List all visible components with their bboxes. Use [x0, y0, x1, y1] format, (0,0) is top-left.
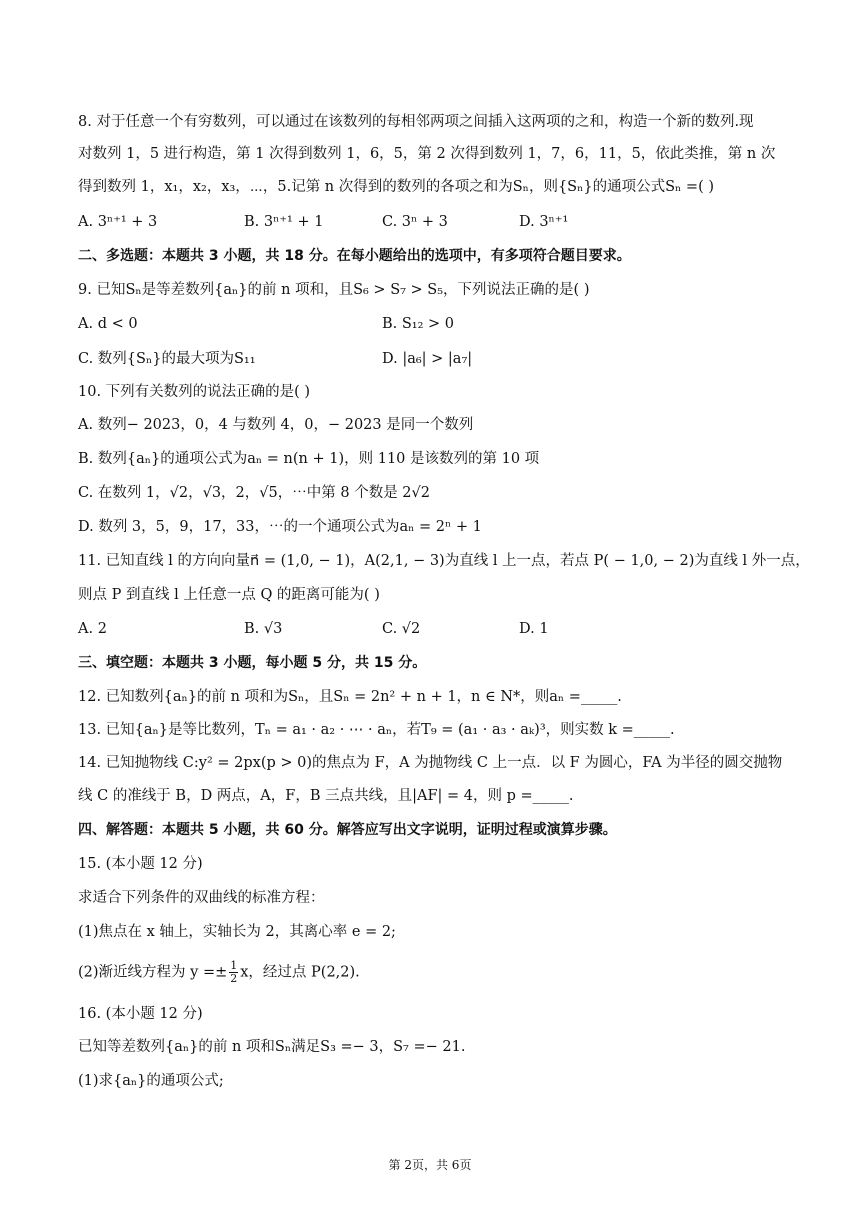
q11-option-d: D. 1 [519, 621, 549, 637]
page-footer: 第 2页，共 6页 [388, 1158, 472, 1172]
q11-line2: 则点 P 到直线 l 上任意一点 Q 的距离可能为( ) [78, 587, 380, 603]
q15-part1: (1)焦点在 x 轴上，实轴长为 2，其离心率 e = 2; [78, 924, 396, 940]
q8-option-a: A. 3ⁿ⁺¹ + 3 [78, 214, 158, 230]
q9-option-d: D. |a₆| > |a₇| [382, 351, 473, 367]
q8-line2: 对数列 1，5 进行构造，第 1 次得到数列 1，6，5，第 2 次得到数列 1，7，6，11，5，依此类推，第 n 次 [78, 146, 776, 162]
q8-line3: 得到数列 1，x₁，x₂，x₃，⋯，5.记第 n 次得到的数列的各项之和为Sₙ，则{Sₙ}的通项公式Sₙ =( ) [78, 179, 714, 195]
q16-part1: (1)求{aₙ}的通项公式; [78, 1073, 224, 1089]
q15-title: 15. (本小题 12 分) [78, 856, 203, 872]
q16-stem: 已知等差数列{aₙ}的前 n 项和Sₙ满足S₃ =− 3，S₇ =− 21. [78, 1039, 466, 1055]
q11-option-b: B. √3 [244, 621, 283, 637]
q15-part2-suffix: x，经过点 P(2,2). [240, 964, 360, 981]
q16-title: 16. (本小题 12 分) [78, 1006, 203, 1022]
q15-part2 [78, 960, 360, 985]
q14-line1: 14. 已知抛物线 C:y² = 2px(p > 0)的焦点为 F，A 为抛物线 C 上一点．以 F 为圆心，FA 为半径的圆交抛物 [78, 755, 783, 771]
q8-option-b: B. 3ⁿ⁺¹ + 1 [244, 214, 324, 230]
q9-option-c: C. 数列{Sₙ}的最大项为S₁₁ [78, 351, 256, 367]
q11-line1: 11. 已知直线 l 的方向向量n⃗ = (1,0, − 1)，A(2,1, − 3)为直线 l 上一点，若点 P( − 1,0, − 2)为直线 l 外一点， [78, 553, 810, 569]
q12-text: 12. 已知数列{aₙ}的前 n 项和为Sₙ，且Sₙ = 2n² + n + 1，n ∈ N*，则aₙ =_____. [78, 689, 622, 705]
q8-option-d: D. 3ⁿ⁺¹ [519, 214, 569, 230]
q10-option-d: D. 数列 3，5，9，17，33，⋯的一个通项公式为aₙ = 2ⁿ + 1 [78, 519, 482, 535]
section3-heading: 三、填空题：本题共 3 小题，每小题 5 分，共 15 分。 [78, 655, 427, 671]
q9-option-a: A. d < 0 [78, 316, 138, 332]
q10-stem: 10. 下列有关数列的说法正确的是( ) [78, 384, 311, 400]
q10-option-b: B. 数列{aₙ}的通项公式为aₙ = n(n + 1)，则 110 是该数列的第 10 项 [78, 451, 540, 467]
q14-line2: 线 C 的准线于 B，D 两点，A，F，B 三点共线，且|AF| = 4，则 p =_____. [78, 788, 574, 804]
section4-heading: 四、解答题：本题共 5 小题，共 60 分。解答应写出文字说明，证明过程或演算步骤。 [78, 822, 617, 838]
fraction-denominator: 2 [230, 972, 238, 985]
q11-option-a: A. 2 [78, 621, 107, 637]
q8-line1: 8. 对于任意一个有穷数列，可以通过在该数列的每相邻两项之间插入这两项的之和，构造一个新的数列.现 [78, 114, 754, 130]
q10-option-c: C. 在数列 1，√2，√3，2，√5，⋯中第 8 个数是 2√2 [78, 485, 430, 501]
section2-heading: 二、多选题：本题共 3 小题，共 18 分。在每小题给出的选项中，有多项符合题目要求。 [78, 248, 631, 264]
q15-part2-prefix: (2)渐近线方程为 y =± [78, 964, 228, 981]
q9-stem: 9. 已知Sₙ是等差数列{aₙ}的前 n 项和，且S₆ > S₇ > S₅，下列说法正确的是( ) [78, 282, 590, 298]
fraction [229, 960, 238, 985]
q15-stem: 求适合下列条件的双曲线的标准方程： [78, 890, 325, 906]
q9-option-b: B. S₁₂ > 0 [382, 316, 455, 332]
q13-text: 13. 已知{aₙ}是等比数列，Tₙ = a₁ · a₂ · ⋯ · aₙ，若T₉ = (a₁ · a₃ · aₖ)³，则实数 k =_____. [78, 722, 675, 738]
q8-option-c: C. 3ⁿ + 3 [382, 214, 448, 230]
fraction-numerator: 1 [230, 959, 238, 972]
q10-option-a: A. 数列− 2023，0，4 与数列 4，0，− 2023 是同一个数列 [78, 417, 474, 433]
q11-option-c: C. √2 [382, 621, 421, 637]
